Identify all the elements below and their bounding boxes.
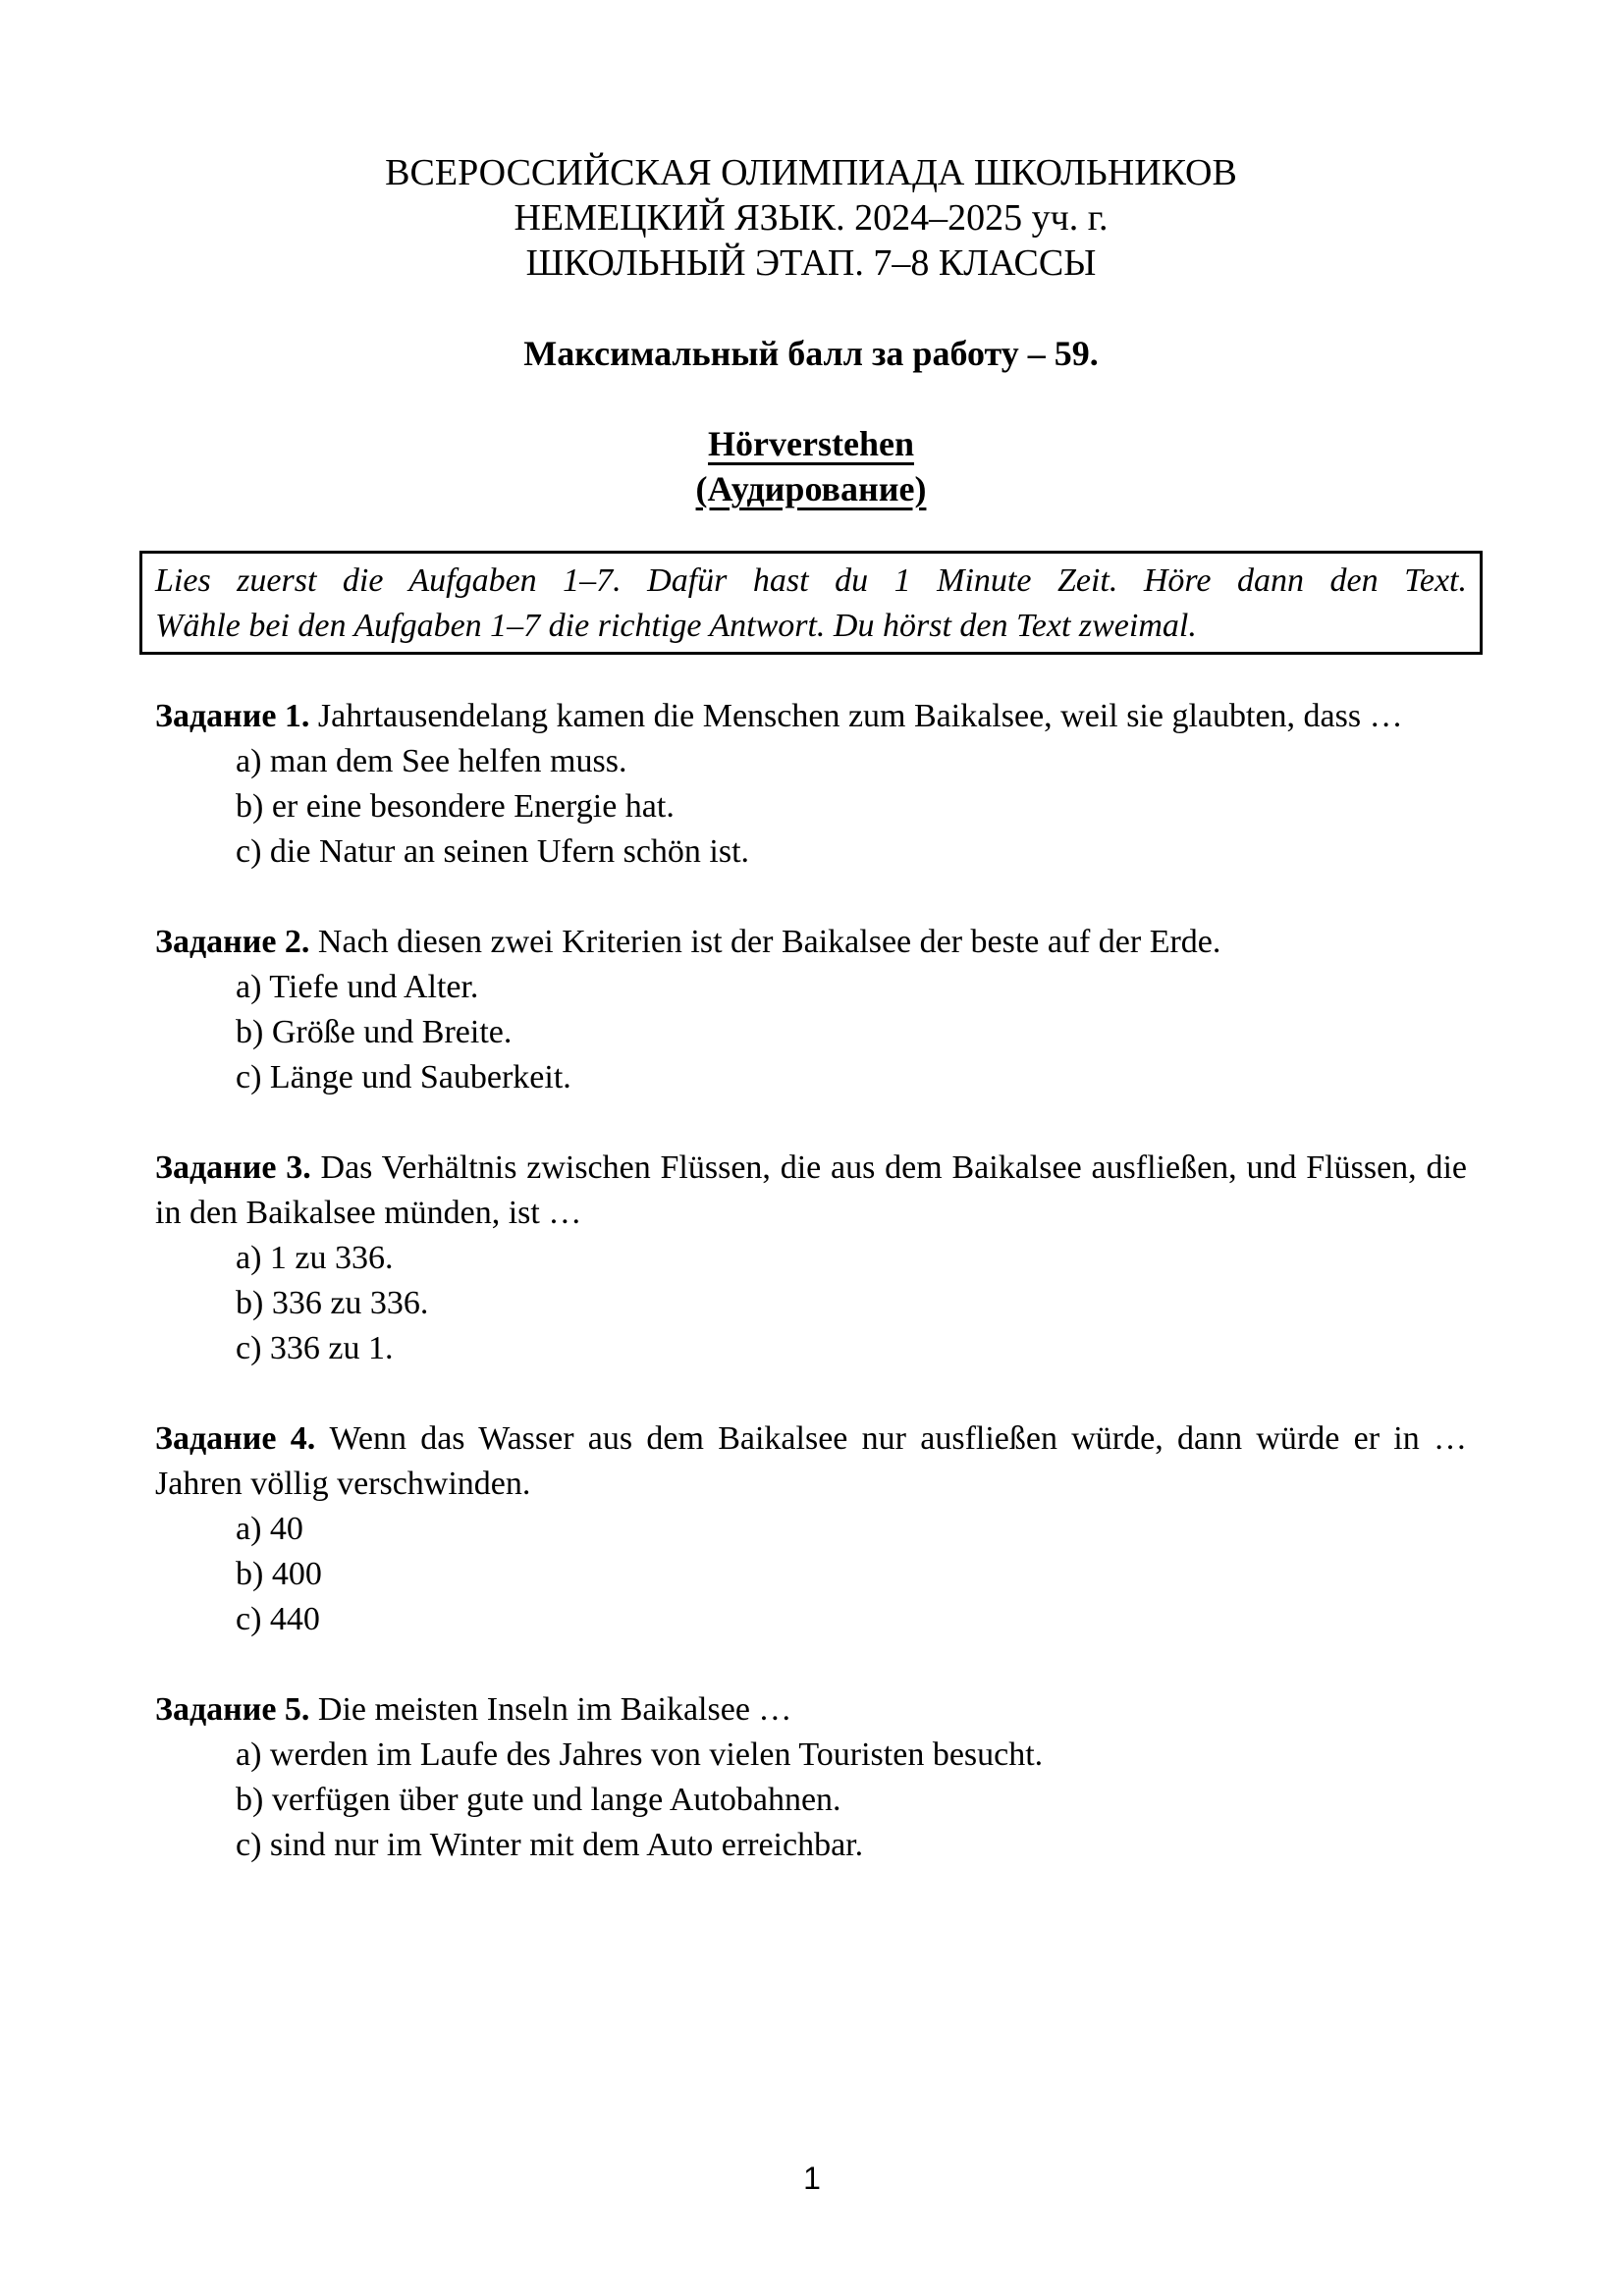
task-3-option-b: b) 336 zu 336.: [236, 1285, 429, 1321]
task-3-label: Задание 3.: [155, 1149, 311, 1186]
section-title: Hörverstehen: [708, 424, 914, 463]
header-line-olympiad: ВСЕРОССИЙСКАЯ ОЛИМПИАДА ШКОЛЬНИКОВ: [385, 152, 1237, 193]
task-5-label: Задание 5.: [155, 1691, 310, 1728]
task-2-option-a: a) Tiefe und Alter.: [236, 969, 479, 1005]
task-1-question-text: Jahrtausendelang kamen die Menschen zum Baikalsee, weil sie glaubten, dass …: [317, 698, 1403, 734]
section-subtitle: (Аудирование): [695, 469, 927, 508]
page-content: [155, 150, 1467, 1868]
task-5-option-c: c) sind nur im Winter mit dem Auto erreichbar.: [236, 1827, 864, 1863]
task-3-question: [155, 1146, 1467, 1236]
header-line-subject-year: НЕМЕЦКИЙ ЯЗЫК. 2024–2025 уч. г.: [514, 197, 1109, 239]
max-score-line: Максимальный балл за работу – 59.: [523, 334, 1099, 373]
task-4-label: Задание 4.: [155, 1420, 316, 1457]
page-number: 1: [803, 2161, 821, 2196]
task-5-option-a: a) werden im Laufe des Jahres von vielen Touristen besucht.: [236, 1736, 1044, 1773]
task-3-option-c: c) 336 zu 1.: [236, 1330, 394, 1366]
section-heading: [155, 421, 1467, 511]
task-1-question: [155, 694, 1467, 739]
task-5: [155, 1687, 1467, 1868]
document-header: [155, 150, 1467, 286]
task-1-option-a: a) man dem See helfen muss.: [236, 743, 627, 779]
task-4: [155, 1416, 1467, 1642]
task-3-option-a: a) 1 zu 336.: [236, 1240, 394, 1276]
task-4-option-c: c) 440: [236, 1601, 320, 1637]
task-2: [155, 920, 1467, 1100]
task-5-option-b: b) verfügen über gute und lange Autobahnen.: [236, 1782, 841, 1818]
task-4-option-a: a) 40: [236, 1511, 303, 1547]
task-3: [155, 1146, 1467, 1371]
task-4-question-text: Wenn das Wasser aus dem Baikalsee nur ausfließen würde, dann würde er in … Jahren völlig verschwinden.: [155, 1420, 1468, 1502]
instruction-line-1: Lies zuerst die Aufgaben 1–7. Dafür hast du 1 Minute Zeit. Höre dann den Text.: [155, 562, 1467, 599]
task-4-question: [155, 1416, 1467, 1507]
task-1-option-c: c) die Natur an seinen Ufern schön ist.: [236, 833, 750, 870]
task-2-option-b: b) Größe und Breite.: [236, 1014, 513, 1050]
task-2-question: [155, 920, 1467, 965]
header-line-stage-grades: ШКОЛЬНЫЙ ЭТАП. 7–8 КЛАССЫ: [525, 242, 1097, 284]
task-2-option-c: c) Länge und Sauberkeit.: [236, 1059, 571, 1095]
instruction-line-2: Wähle bei den Aufgaben 1–7 die richtige Antwort. Du hörst den Text zweimal.: [155, 608, 1197, 644]
task-2-question-text: Nach diesen zwei Kriterien ist der Baikalsee der beste auf der Erde.: [317, 924, 1221, 960]
instruction-box: [139, 551, 1483, 655]
task-3-question-text: Das Verhältnis zwischen Flüssen, die aus dem Baikalsee ausfließen, und Flüssen, die in den Baikalsee münden, ist …: [155, 1149, 1468, 1231]
task-4-option-b: b) 400: [236, 1556, 322, 1592]
section-subtitle-wrap: [155, 466, 1467, 511]
task-1: [155, 694, 1467, 875]
task-5-question: [155, 1687, 1467, 1733]
section-title-wrap: [155, 421, 1467, 466]
task-2-label: Задание 2.: [155, 924, 310, 960]
task-1-label: Задание 1.: [155, 698, 310, 734]
task-5-question-text: Die meisten Inseln im Baikalsee …: [317, 1691, 792, 1728]
task-1-option-b: b) er eine besondere Energie hat.: [236, 788, 675, 825]
